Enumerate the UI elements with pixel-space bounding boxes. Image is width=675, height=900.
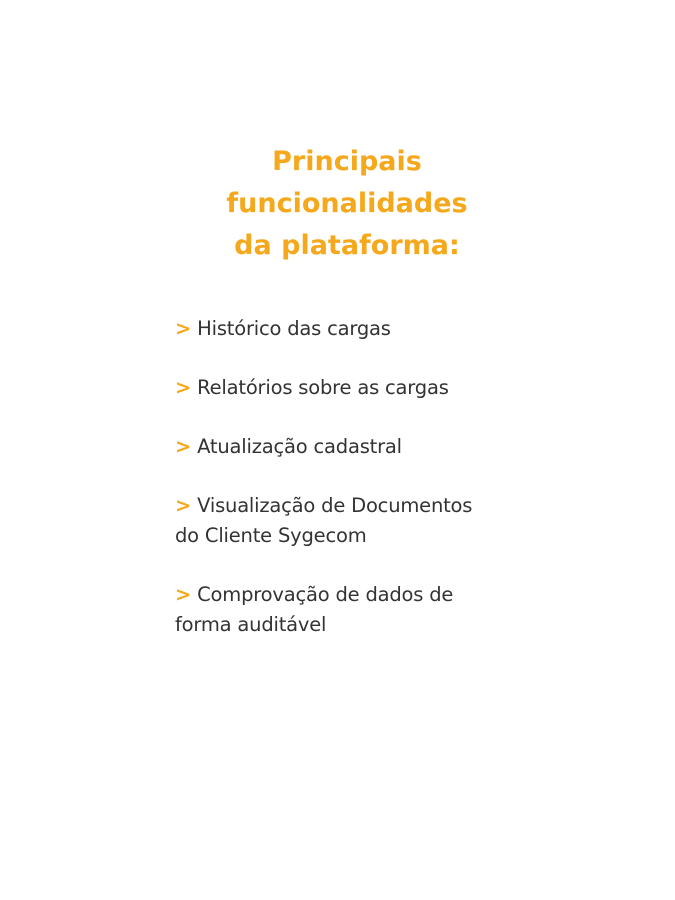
title-line-3: da plataforma:	[234, 230, 460, 261]
feature-item	[175, 491, 595, 551]
feature-text-continued: do Cliente Sygecom	[175, 524, 367, 547]
chevron-right-icon: >	[175, 376, 192, 399]
title-line-2: funcionalidades	[226, 188, 468, 219]
feature-text: Comprovação de dados de	[197, 583, 454, 606]
feature-item	[175, 373, 595, 403]
chevron-right-icon: >	[175, 435, 192, 458]
feature-list	[175, 314, 595, 669]
feature-text: Histórico das cargas	[197, 317, 391, 340]
chevron-right-icon: >	[175, 583, 192, 606]
feature-item	[175, 580, 595, 640]
feature-text-continued: forma auditável	[175, 613, 327, 636]
feature-text: Atualização cadastral	[197, 435, 402, 458]
page-title	[0, 141, 675, 267]
title-line-1: Principais	[272, 146, 422, 177]
feature-item	[175, 314, 595, 344]
feature-text: Relatórios sobre as cargas	[197, 376, 449, 399]
feature-item	[175, 432, 595, 462]
chevron-right-icon: >	[175, 494, 192, 517]
feature-text: Visualização de Documentos	[197, 494, 473, 517]
chevron-right-icon: >	[175, 317, 192, 340]
